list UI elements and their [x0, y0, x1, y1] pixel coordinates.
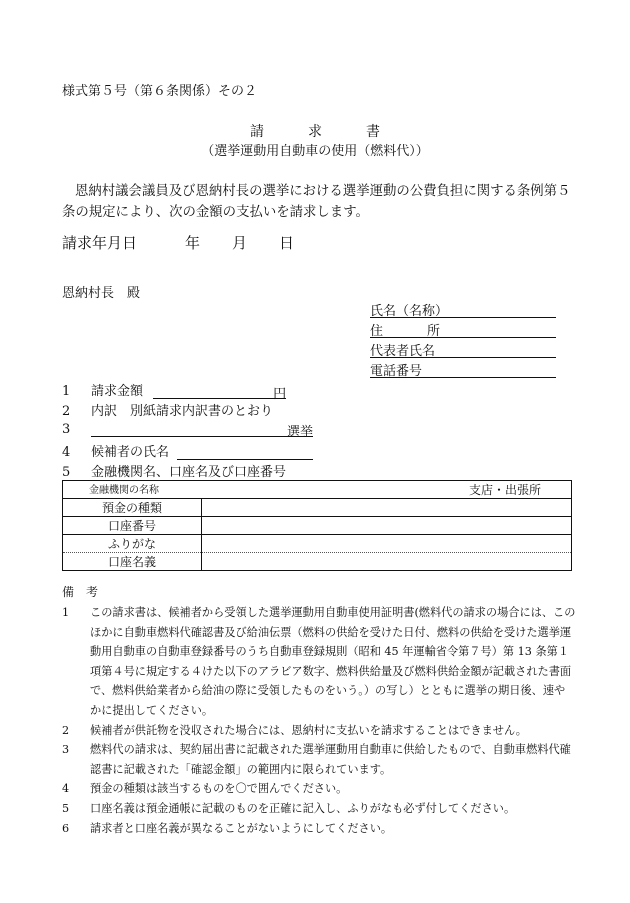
item-bank: [62, 461, 286, 480]
representative-field[interactable]: [370, 340, 556, 358]
notes-heading-char: 備: [62, 585, 75, 599]
note-text: 預金の種類は該当するものを〇で囲んでください。: [90, 782, 348, 796]
list-item: [62, 779, 576, 799]
institution-cell[interactable]: [63, 481, 572, 499]
account-name-cell[interactable]: [202, 553, 572, 571]
amount-input[interactable]: [153, 383, 273, 399]
document-subtitle: （選挙運動用自動車の使用（燃料代））: [201, 144, 429, 159]
note-text: 候補者が供託物を没収された場合には、恩納村に支払いを請求することはできません。: [90, 723, 527, 737]
title-char: 求: [308, 124, 322, 140]
list-item: [62, 799, 576, 819]
candidate-label: 候補者の氏名: [91, 445, 170, 460]
item-number: 4: [62, 445, 71, 460]
item-amount: [62, 380, 287, 402]
notes-heading: [62, 583, 98, 600]
bank-label: 金融機関名、口座名及び口座番号: [91, 465, 287, 480]
yen-unit: 円: [273, 383, 286, 399]
table-row: [63, 535, 572, 553]
note-text: 口座名義は預金通帳に記載のものを正確に記入し、ふりがなも必ず付してください。: [90, 801, 516, 815]
year-label: 年: [185, 234, 201, 252]
account-number-cell[interactable]: [202, 517, 572, 535]
title-char: 書: [366, 124, 380, 140]
claimant-address-label: [370, 320, 440, 339]
item-number: 5: [62, 465, 71, 480]
note-number: 6: [62, 821, 70, 835]
form-number: 様式第５号（第６条関係）その２: [62, 84, 258, 99]
deposit-type-cell[interactable]: [202, 499, 572, 517]
note-text: この請求書は、候補者から受領した選挙運動用自動車使用証明書(燃料代の請求の場合には、このほかに自動車燃料代確認書及び給油伝票（燃料の供給を受けた日付、燃料の供給を受けた選挙運動用自動車の自動車登録番号のうち自動車登録規則（昭和 45 年運輸省令第７号）第 13 条第１項第４号に規定する４けた以下のアラビア数字、燃料供給量及び燃料供給金額が記載された書面で、燃料供給業者から給油の際に受領したものをいう。）の写し）とともに選挙の期日後、速やかに提出してください。: [90, 606, 576, 717]
claimant-address-field[interactable]: [370, 320, 556, 338]
representative-label: 代表者氏名: [370, 344, 436, 359]
note-number: 1: [62, 606, 70, 619]
item-candidate: [62, 441, 313, 460]
request-date-row: [62, 232, 294, 253]
address-char: 住: [370, 324, 384, 339]
election-label: 選挙: [287, 421, 313, 437]
list-item: [62, 740, 576, 779]
phone-field[interactable]: [370, 360, 556, 378]
item-election: [62, 421, 314, 440]
request-date-label: 請求年月日: [62, 234, 138, 252]
note-number: 2: [62, 723, 70, 737]
breakdown-label: 内訳 別紙請求内訳書のとおり: [91, 404, 274, 419]
item-number: 3: [62, 422, 71, 437]
account-number-label: 口座番号: [63, 517, 202, 535]
addressee: 恩納村長 殿: [62, 286, 141, 301]
furigana-cell[interactable]: [202, 535, 572, 553]
note-text: 請求者と口座名義が異なることがないようにしてください。: [90, 821, 393, 835]
institution-label: 金融機関の名称: [89, 485, 159, 496]
table-row: [63, 481, 572, 499]
note-number: 4: [62, 782, 70, 796]
item-breakdown: [62, 400, 273, 419]
item-number: 2: [62, 404, 71, 419]
bank-account-table: [62, 480, 572, 571]
phone-label: 電話番号: [370, 364, 423, 379]
intro-paragraph: [62, 181, 572, 223]
table-row: [63, 553, 572, 571]
month-label: 月: [232, 234, 248, 252]
item-number: 1: [62, 384, 71, 399]
notes-list: [62, 603, 576, 838]
notes-heading-char: 考: [86, 585, 99, 599]
furigana-label: ふりがな: [63, 535, 202, 553]
day-label: 日: [279, 234, 295, 252]
list-item: [62, 603, 576, 721]
election-name-input[interactable]: [91, 421, 287, 437]
list-item: [62, 721, 576, 741]
table-row: [63, 499, 572, 517]
intro-text: 恩納村議会議員及び恩納村長の選挙における選挙運動の公費負担に関する条例第５条の規定により、次の金額の支払いを請求します。: [62, 184, 571, 220]
account-name-label: 口座名義: [63, 553, 202, 571]
address-char: 所: [426, 324, 440, 339]
candidate-name-input[interactable]: [177, 444, 313, 460]
amount-label: 請求金額: [91, 384, 144, 399]
table-row: [63, 517, 572, 535]
claimant-name-field[interactable]: [370, 300, 556, 318]
note-text: 燃料代の請求は、契約届出書に記載された選挙運動用自動車に供給したもので、自動車燃料代確認書に記載された「確認金額」の範囲内に限られています。: [90, 743, 571, 776]
deposit-type-label: 預金の種類: [63, 499, 202, 517]
document-title: [0, 121, 630, 141]
list-item: [62, 819, 576, 839]
note-number: 3: [62, 743, 70, 757]
claimant-name-label: 氏名（名称）: [370, 304, 449, 319]
note-number: 5: [62, 801, 70, 815]
title-char: 請: [250, 124, 264, 140]
branch-label: 支店・出張所: [468, 483, 541, 497]
